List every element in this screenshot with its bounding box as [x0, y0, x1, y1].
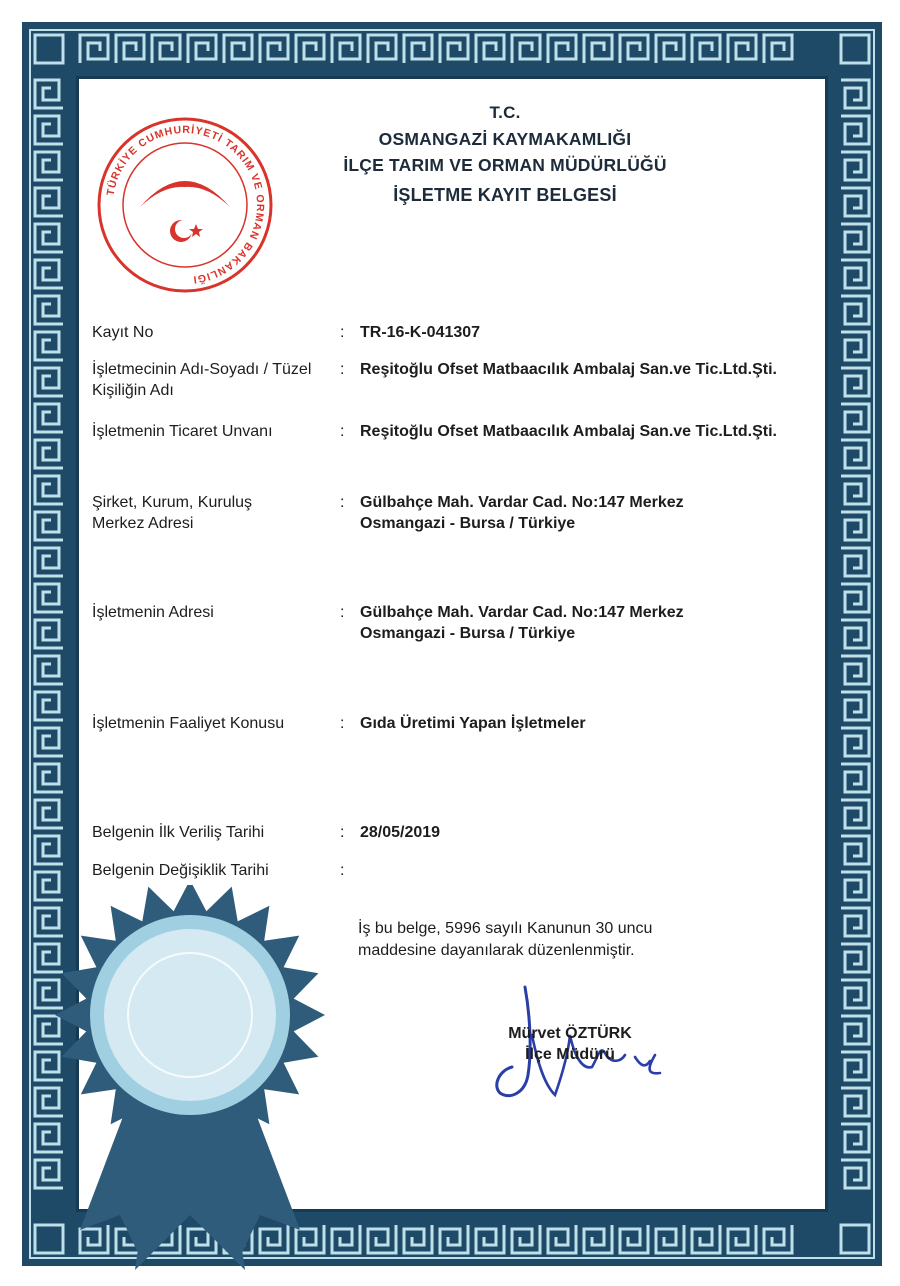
signatory: [470, 1023, 670, 1065]
field-label: İşletmecinin Adı-Soyadı / Tüzel Kişiliğin Adı: [92, 361, 312, 399]
document-title: İŞLETME KAYIT BELGESİ: [393, 185, 617, 205]
field-label: Şirket, Kurum, Kuruluş Merkez Adresi: [92, 494, 253, 532]
field-value: Reşitoğlu Ofset Matbaacılık Ambalaj San.ve Tic.Ltd.Şti.: [360, 423, 777, 440]
signatory-title: İlçe Müdürü: [525, 1046, 615, 1063]
field-value: TR-16-K-041307: [360, 324, 481, 341]
field-value: Gıda Üretimi Yapan İşletmeler: [360, 715, 586, 732]
field-label: Belgenin İlk Veriliş Tarihi: [92, 824, 265, 841]
field-value: Gülbahçe Mah. Vardar Cad. No:147 Merkez Osmangazi - Bursa / Türkiye: [360, 604, 684, 642]
field-separator: :: [340, 494, 345, 511]
signatory-name: Mürvet ÖZTÜRK: [508, 1025, 632, 1042]
field-separator: :: [340, 604, 345, 621]
rosette-badge-icon: [40, 885, 340, 1270]
seal-text: TÜRKİYE CUMHURİYETİ TARIM VE ORMAN BAKANLIĞI: [104, 123, 267, 286]
field-label: Belgenin Değişiklik Tarihi: [92, 862, 269, 879]
field-separator: :: [340, 715, 345, 732]
header-line-directorate: İLÇE TARIM VE ORMAN MÜDÜRLÜĞÜ: [343, 155, 667, 175]
field-label: İşletmenin Faaliyet Konusu: [92, 715, 285, 732]
svg-text:TÜRKİYE CUMHURİYETİ TARIM VE O: [105, 123, 266, 286]
field-label: İşletmenin Adresi: [92, 604, 214, 621]
field-separator: :: [340, 324, 345, 341]
legal-note: İş bu belge, 5996 sayılı Kanunun 30 uncu maddesine dayanılarak düzenlenmiştir.: [358, 920, 653, 959]
header-line-district: OSMANGAZİ KAYMAKAMLIĞI: [378, 129, 632, 149]
document-header: [300, 100, 710, 208]
field-separator: :: [340, 361, 345, 378]
field-value: Reşitoğlu Ofset Matbaacılık Ambalaj San.ve Tic.Ltd.Şti.: [360, 361, 777, 378]
ministry-seal-icon: [95, 115, 275, 295]
field-label: Kayıt No: [92, 324, 154, 341]
field-separator: :: [340, 862, 345, 879]
header-line-tc: T.C.: [489, 103, 521, 122]
field-label: İşletmenin Ticaret Unvanı: [92, 423, 273, 440]
field-separator: :: [340, 824, 345, 841]
field-value: 28/05/2019: [360, 824, 441, 841]
field-separator: :: [340, 423, 345, 440]
field-value: Gülbahçe Mah. Vardar Cad. No:147 Merkez Osmangazi - Bursa / Türkiye: [360, 494, 684, 532]
